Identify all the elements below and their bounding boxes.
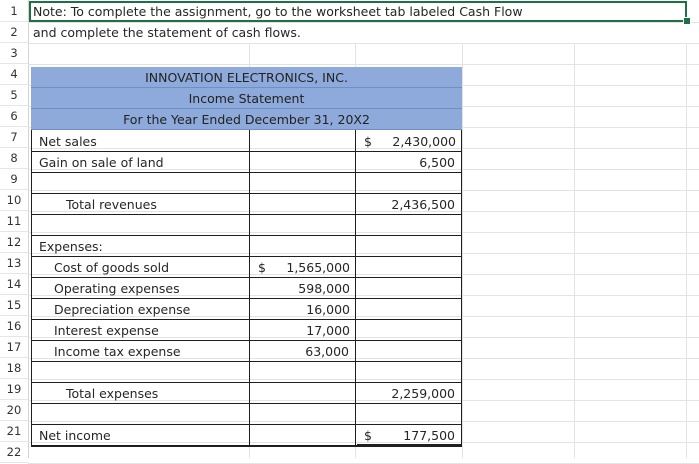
net-income-cell[interactable]: [357, 425, 461, 447]
total-expenses-value[interactable]: 2,259,000: [357, 383, 461, 404]
row-number[interactable]: 18: [0, 358, 28, 379]
net-income-value: 177,500: [403, 428, 455, 443]
operating-expenses-label[interactable]: Operating expenses: [54, 281, 180, 296]
net-income-currency: $: [364, 428, 372, 443]
note-line-2[interactable]: and complete the statement of cash flows.: [33, 25, 301, 40]
grid-column-line: [574, 43, 575, 458]
row-number[interactable]: 22: [0, 442, 28, 463]
fill-handle[interactable]: [683, 17, 691, 25]
interest-label[interactable]: Interest expense: [54, 323, 159, 338]
row-number[interactable]: 11: [0, 211, 28, 232]
row-number[interactable]: 15: [0, 295, 28, 316]
net-sales-label[interactable]: Net sales: [39, 134, 97, 149]
grid-row-line: [28, 43, 699, 44]
row-number[interactable]: 12: [0, 232, 28, 253]
row-number[interactable]: 19: [0, 379, 28, 400]
row-number[interactable]: 13: [0, 253, 28, 274]
statement-title[interactable]: Income Statement: [31, 88, 462, 109]
cogs-currency: $: [258, 260, 266, 275]
gain-land-value[interactable]: 6,500: [357, 152, 461, 173]
row-number[interactable]: 20: [0, 400, 28, 421]
row-number[interactable]: 9: [0, 169, 28, 190]
interest-value[interactable]: 17,000: [306, 323, 350, 338]
grid-column-line: [462, 43, 463, 458]
column-divider-2: [355, 130, 356, 447]
net-income-label[interactable]: Net income: [39, 428, 111, 443]
row-number[interactable]: 16: [0, 316, 28, 337]
depreciation-label[interactable]: Depreciation expense: [54, 302, 191, 317]
statement-period[interactable]: For the Year Ended December 31, 20X2: [31, 109, 462, 130]
total-revenues-label[interactable]: Total revenues: [66, 197, 157, 212]
row-header-column: [0, 0, 29, 458]
row-number[interactable]: 21: [0, 421, 28, 442]
income-tax-value[interactable]: 63,000: [251, 341, 355, 362]
income-tax-label[interactable]: Income tax expense: [54, 344, 181, 359]
total-expenses-label[interactable]: Total expenses: [66, 386, 159, 401]
cogs-value[interactable]: 1,565,000: [286, 260, 350, 275]
row-number[interactable]: 10: [0, 190, 28, 211]
row-number[interactable]: 1: [0, 1, 28, 22]
net-sales-value[interactable]: 2,430,000: [392, 134, 456, 149]
row-number[interactable]: 8: [0, 148, 28, 169]
row-number[interactable]: 14: [0, 274, 28, 295]
depreciation-value[interactable]: 16,000: [306, 302, 350, 317]
gain-land-label[interactable]: Gain on sale of land: [39, 155, 164, 170]
row-number[interactable]: 7: [0, 127, 28, 148]
grid-row-line: [28, 64, 699, 65]
row-number[interactable]: 17: [0, 337, 28, 358]
note-line-1[interactable]: Note: To complete the assignment, go to the worksheet tab labeled Cash Flow: [33, 4, 523, 19]
total-revenues-value[interactable]: 2,436,500: [391, 197, 455, 212]
row-number[interactable]: 3: [0, 43, 28, 64]
row-number[interactable]: 6: [0, 106, 28, 127]
company-name[interactable]: INNOVATION ELECTRONICS, INC.: [31, 67, 462, 88]
row-number[interactable]: 5: [0, 85, 28, 106]
grid-column-line: [686, 43, 687, 458]
cogs-label[interactable]: Cost of goods sold: [54, 260, 170, 275]
operating-expenses-value[interactable]: 598,000: [298, 281, 350, 296]
net-sales-currency: $: [364, 134, 372, 149]
selected-cell-outline: [29, 1, 687, 22]
row-number[interactable]: 2: [0, 22, 28, 43]
column-divider-1: [249, 130, 250, 447]
expenses-label[interactable]: Expenses:: [39, 239, 103, 254]
row-number[interactable]: 4: [0, 64, 28, 85]
